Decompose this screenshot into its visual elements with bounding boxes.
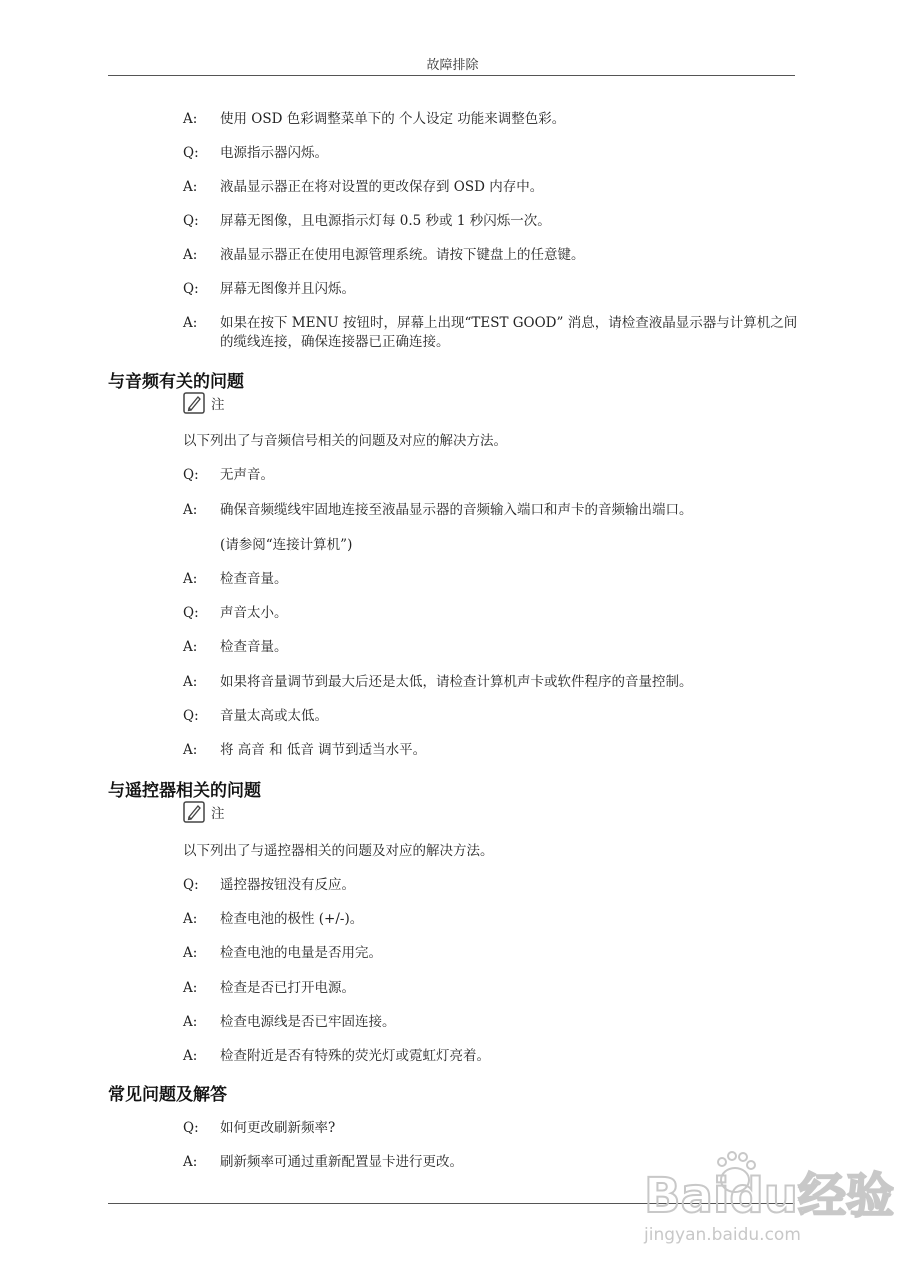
header-rule: [108, 75, 795, 76]
qa-label: A:: [183, 315, 198, 331]
qa-label: Q:: [183, 467, 199, 483]
qa-item: [183, 1047, 798, 1066]
qa-text: 液晶显示器正在使用电源管理系统。请按下键盘上的任意键。: [220, 247, 585, 263]
qa-label: Q:: [183, 1120, 199, 1136]
qa-label: A:: [183, 639, 198, 655]
section-title-audio: 与音频有关的问题: [108, 372, 244, 392]
qa-item: [183, 501, 798, 520]
qa-item: [183, 212, 798, 231]
qa-label: Q:: [183, 877, 199, 893]
qa-text: 将 高音 和 低音 调节到适当水平。: [220, 742, 427, 758]
qa-item: [183, 910, 798, 929]
qa-label: Q:: [183, 708, 199, 724]
qa-label: Q:: [183, 145, 199, 161]
qa-label: A:: [183, 111, 198, 127]
qa-text: 检查音量。: [220, 571, 288, 587]
qa-label: A:: [183, 911, 198, 927]
qa-label: A:: [183, 1154, 198, 1170]
qa-text: 屏幕无图像，且电源指示灯每 0.5 秒或 1 秒闪烁一次。: [220, 213, 551, 229]
qa-item: [183, 979, 798, 998]
qa-label: A:: [183, 502, 198, 518]
qa-text: 检查音量。: [220, 639, 288, 655]
watermark-url: jingyan.baidu.com: [644, 1225, 801, 1245]
qa-text: 检查电池的极性 (+/-)。: [220, 911, 364, 927]
section-intro: 以下列出了与音频信号相关的问题及对应的解决方法。: [183, 433, 507, 449]
watermark-brand: Baidu经验: [644, 1168, 894, 1224]
qa-label: A:: [183, 247, 198, 263]
qa-item: [183, 314, 798, 352]
qa-text: 遥控器按钮没有反应。: [220, 877, 355, 893]
qa-item: [183, 110, 798, 129]
qa-item: [183, 1013, 798, 1032]
qa-item: [183, 673, 798, 692]
qa-text: 无声音。: [220, 467, 274, 483]
qa-text: 使用 OSD 色彩调整菜单下的 个人设定 功能来调整色彩。: [220, 111, 566, 127]
qa-label: A:: [183, 980, 198, 996]
qa-item: [183, 638, 798, 657]
qa-text: 检查是否已打开电源。: [220, 980, 355, 996]
qa-reference: (请参阅“连接计算机”): [220, 537, 353, 553]
qa-item: [183, 1119, 798, 1138]
qa-item: [183, 178, 798, 197]
qa-item: [183, 144, 798, 163]
qa-text: 检查附近是否有特殊的荧光灯或霓虹灯亮着。: [220, 1048, 490, 1064]
qa-label: A:: [183, 1014, 198, 1030]
note-label: 注: [211, 397, 225, 413]
qa-label: Q:: [183, 605, 199, 621]
note-callout: [183, 392, 225, 414]
note-callout: [183, 801, 225, 823]
qa-label: A:: [183, 571, 198, 587]
qa-text: 液晶显示器正在将对设置的更改保存到 OSD 内存中。: [220, 179, 544, 195]
qa-text: 如果在按下 MENU 按钮时，屏幕上出现“TEST GOOD” 消息，请检查液晶显示器与计算机之间的缆线连接，确保连接器已正确连接。: [220, 315, 798, 350]
qa-item: [183, 570, 798, 589]
qa-text: 检查电源线是否已牢固连接。: [220, 1014, 396, 1030]
qa-label: A:: [183, 742, 198, 758]
qa-text: 音量太高或太低。: [220, 708, 328, 724]
qa-text: 如果将音量调节到最大后还是太低，请检查计算机声卡或软件程序的音量控制。: [220, 674, 693, 690]
qa-item: [183, 246, 798, 265]
note-label: 注: [211, 806, 225, 822]
qa-text: 如何更改刷新频率?: [220, 1120, 336, 1136]
qa-text: 电源指示器闪烁。: [220, 145, 328, 161]
qa-item: [183, 280, 798, 299]
qa-label: A:: [183, 1048, 198, 1064]
qa-label: A:: [183, 674, 198, 690]
qa-item: [183, 944, 798, 963]
qa-text: 屏幕无图像并且闪烁。: [220, 281, 355, 297]
baidu-watermark-logo: [640, 1140, 894, 1250]
qa-item: [183, 741, 798, 760]
qa-item: [183, 876, 798, 895]
qa-text: 刷新频率可通过重新配置显卡进行更改。: [220, 1154, 463, 1170]
section-intro: 以下列出了与遥控器相关的问题及对应的解决方法。: [183, 843, 494, 859]
qa-item: [183, 604, 798, 623]
note-pencil-icon: [183, 392, 205, 414]
qa-text: 确保音频缆线牢固地连接至液晶显示器的音频输入端口和声卡的音频输出端口。: [220, 502, 693, 518]
qa-text: 声音太小。: [220, 605, 288, 621]
qa-label: A:: [183, 945, 198, 961]
qa-label: Q:: [183, 281, 199, 297]
qa-text: 检查电池的电量是否用完。: [220, 945, 382, 961]
section-title-remote: 与遥控器相关的问题: [108, 781, 261, 801]
qa-item: [183, 707, 798, 726]
qa-item: [183, 466, 798, 485]
qa-label: A:: [183, 179, 198, 195]
qa-label: Q:: [183, 213, 199, 229]
page-header-title: 故障排除: [426, 58, 479, 73]
note-pencil-icon: [183, 801, 205, 823]
section-title-faq: 常见问题及解答: [108, 1085, 227, 1105]
